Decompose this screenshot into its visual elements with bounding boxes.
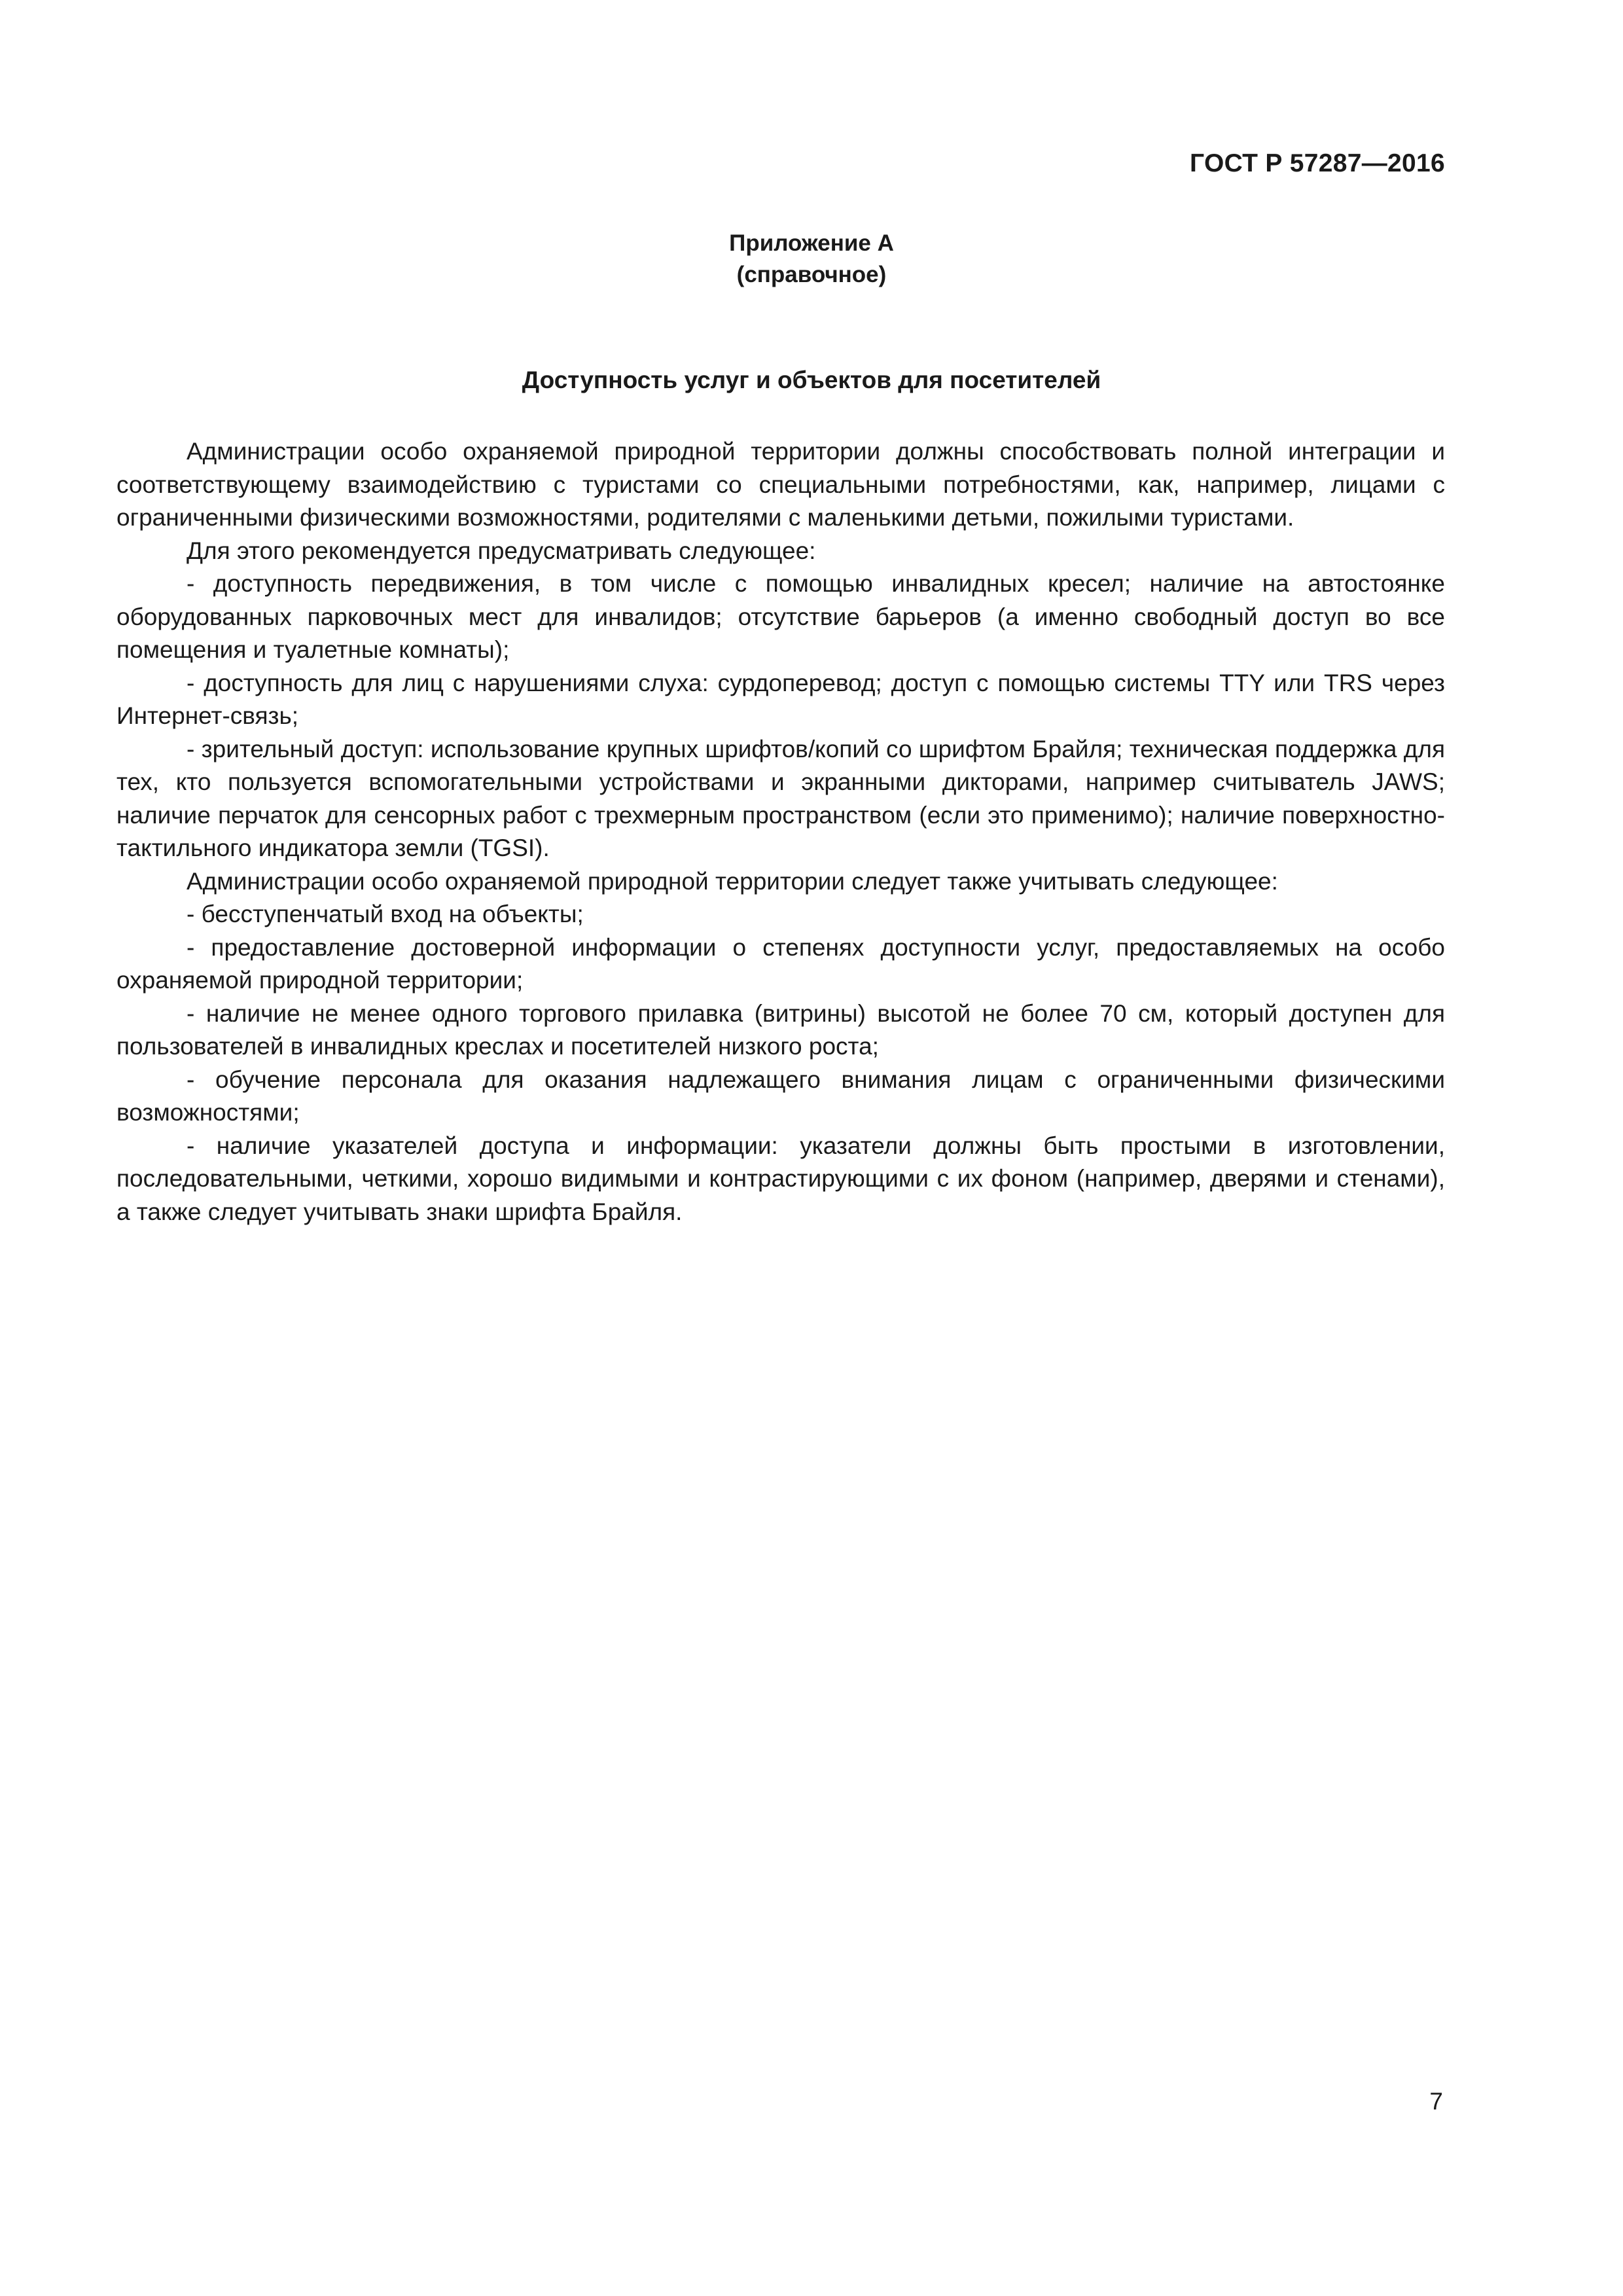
list-item: - доступность передвижения, в том числе с помощью инвалидных кресел; наличие на автостоянке оборудованных парковочных мест для инвалидов; отсутствие барьеров (а именно свободный доступ во все помещения и туалетные комнаты); xyxy=(116,570,1445,663)
page-number: 7 xyxy=(1429,2088,1443,2115)
list-item: - бесступенчатый вход на объекты; xyxy=(187,901,584,927)
annex-heading xyxy=(0,228,1623,291)
section-title: Доступность услуг и объектов для посетителей xyxy=(522,367,1101,393)
annex-status: (справочное) xyxy=(736,262,887,287)
list-item: - наличие указателей доступа и информации: указатели должны быть простыми в изготовлении, последовательными, четкими, хорошо видимыми и контрастирующими с их фоном (например, дверями и стенами), а также следует учитывать знаки шрифта Брайля. xyxy=(116,1132,1445,1225)
list-item: - доступность для лиц с нарушениями слуха: сурдоперевод; доступ с помощью системы TTY или TRS через Интернет-связь; xyxy=(116,669,1445,729)
document-code: ГОСТ Р 57287—2016 xyxy=(1190,149,1445,177)
annex-title: Приложение А xyxy=(729,230,894,256)
paragraph: Для этого рекомендуется предусматривать следующее: xyxy=(187,537,816,564)
body-text xyxy=(116,435,1445,1229)
list-item: - предоставление достоверной информации о степенях доступности услуг, предоставляемых на особо охраняемой природной территории; xyxy=(116,933,1445,994)
list-item: - наличие не менее одного торгового прилавка (витрины) высотой не более 70 см, который доступен для пользователей в инвалидных креслах и посетителей низкого роста; xyxy=(116,999,1445,1060)
list-item: - зрительный доступ: использование крупных шрифтов/копий со шрифтом Брайля; техническая поддержка для тех, кто пользуется вспомогательными устройствами и экранными дикторами, например считыватель JAWS; наличие перчаток для сенсорных работ с трехмерным пространством (если это применимо); наличие поверхностно-тактильного индикатора земли (TGSI). xyxy=(116,735,1445,861)
paragraph: Администрации особо охраняемой природной территории должны способствовать полной интеграции и соответствующему взаимодействию с туристами со специальными потребностями, как, например, лицами с ограниченными физическими возможностями, родителями с маленькими детьми, пожилыми туристами. xyxy=(116,438,1445,531)
paragraph: Администрации особо охраняемой природной территории следует также учитывать следующее: xyxy=(187,867,1278,895)
list-item: - обучение персонала для оказания надлежащего внимания лицам с ограниченными физическими возможностями; xyxy=(116,1066,1445,1126)
